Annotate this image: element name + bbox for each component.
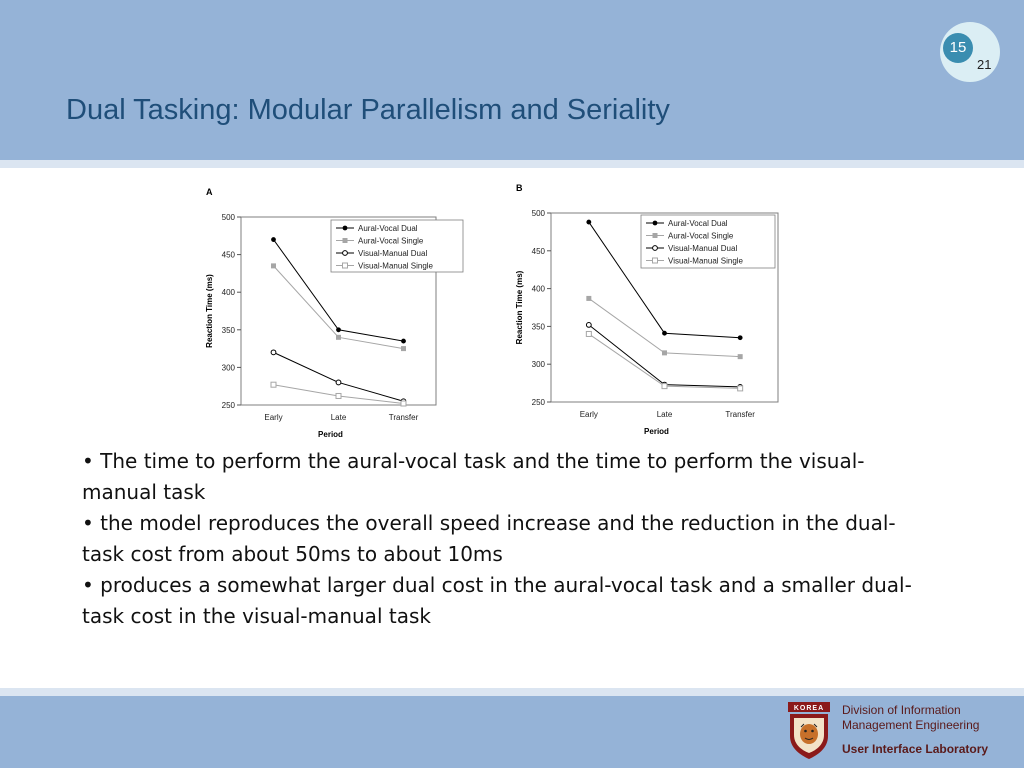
chart-a-ytick-label: 450 bbox=[221, 250, 235, 260]
total-pages: 21 bbox=[977, 57, 992, 72]
chart-b-data-point bbox=[738, 386, 743, 391]
chart-b-x-axis-title: Period bbox=[644, 427, 669, 436]
chart-b-series-line bbox=[589, 334, 740, 388]
chart-b-ytick-label: 250 bbox=[531, 398, 545, 407]
footer-text bbox=[842, 703, 988, 757]
chart-a-legend-marker bbox=[343, 238, 348, 243]
chart-a-data-point bbox=[336, 335, 341, 340]
chart-a-legend-label: Aural-Vocal Single bbox=[358, 236, 424, 246]
chart-b-legend-label: Aural-Vocal Dual bbox=[668, 219, 728, 228]
chart-a-ytick-label: 500 bbox=[221, 213, 235, 222]
lab-name: User Interface Laboratory bbox=[842, 742, 989, 756]
chart-b-data-point bbox=[662, 384, 667, 389]
chart-b-data-point bbox=[662, 350, 667, 355]
chart-a-legend-label: Aural-Vocal Dual bbox=[358, 224, 418, 233]
bullet-item-2: • the model reproduces the overall speed increase and the reduction in the dual-task cost from about 50ms to about 10ms bbox=[82, 511, 896, 566]
chart-a-legend-marker bbox=[343, 263, 348, 268]
chart-b-ytick-label: 450 bbox=[531, 246, 545, 256]
chart-b-data-point bbox=[738, 354, 743, 359]
division-line-2: Management Engineering bbox=[842, 718, 980, 732]
chart-b-xtick-label: Early bbox=[579, 410, 598, 419]
chart-b-xtick-label: Late bbox=[656, 410, 673, 419]
chart-a-ytick-label: 350 bbox=[221, 325, 235, 335]
chart-panel-b bbox=[510, 176, 782, 442]
chart-panel-a bbox=[200, 180, 472, 442]
chart-b-y-axis-title: Reaction Time (ms) bbox=[515, 270, 524, 345]
chart-a-data-point bbox=[401, 401, 406, 406]
slide-title: Dual Tasking: Modular Parallelism and Seriality bbox=[66, 94, 670, 126]
chart-a-panel-label: A bbox=[206, 187, 213, 197]
chart-a-ytick-label: 300 bbox=[221, 363, 235, 373]
chart-b-panel-label: B bbox=[516, 183, 523, 193]
chart-a-data-point bbox=[336, 380, 341, 385]
chart-a-data-point bbox=[271, 382, 276, 387]
chart-a-ytick-label: 250 bbox=[221, 401, 235, 410]
svg-text:KOREA: KOREA bbox=[793, 705, 825, 712]
chart-a-ytick-label: 400 bbox=[221, 288, 235, 298]
chart-b-legend-marker bbox=[653, 246, 658, 251]
chart-b-data-point bbox=[586, 296, 591, 301]
chart-b-legend-marker bbox=[653, 233, 658, 238]
chart-a-legend-label: Visual-Manual Single bbox=[358, 261, 434, 271]
chart-b-ytick-label: 400 bbox=[531, 284, 545, 294]
chart-a-data-point bbox=[336, 393, 341, 398]
chart-b-data-point bbox=[738, 335, 743, 340]
chart-b-data-point bbox=[586, 331, 591, 336]
current-page-badge: 15 bbox=[943, 33, 973, 63]
chart-b-ytick-label: 500 bbox=[531, 209, 545, 218]
chart-a-svg bbox=[200, 180, 472, 442]
chart-b-legend-label: Aural-Vocal Single bbox=[668, 231, 734, 241]
chart-b-svg bbox=[510, 176, 782, 442]
university-logo bbox=[788, 702, 830, 760]
chart-a-data-point bbox=[401, 339, 406, 344]
chart-a-xtick-label: Transfer bbox=[388, 413, 419, 422]
chart-a-xtick-label: Late bbox=[330, 413, 347, 422]
chart-a-legend-label: Visual-Manual Dual bbox=[358, 249, 428, 258]
chart-a-data-point bbox=[271, 237, 276, 242]
chart-a-data-point bbox=[401, 346, 406, 351]
chart-b-data-point bbox=[586, 322, 591, 327]
chart-b-ytick-label: 300 bbox=[531, 360, 545, 370]
chart-a-data-point bbox=[271, 350, 276, 355]
chart-b-legend-label: Visual-Manual Single bbox=[668, 256, 744, 266]
chart-b-ytick-label: 350 bbox=[531, 322, 545, 332]
header-band bbox=[0, 0, 1024, 160]
division-line-1: Division of Information bbox=[842, 703, 961, 717]
chart-b-series-line bbox=[589, 298, 740, 356]
chart-b-data-point bbox=[586, 220, 591, 225]
chart-a-x-axis-title: Period bbox=[318, 430, 343, 439]
chart-a-legend-marker bbox=[343, 226, 348, 231]
chart-b-data-point bbox=[662, 331, 667, 336]
header-divider bbox=[0, 160, 1024, 168]
chart-a-legend-marker bbox=[343, 251, 348, 256]
chart-a-data-point bbox=[336, 327, 341, 332]
chart-b-legend-marker bbox=[653, 258, 658, 263]
chart-a-y-axis-title: Reaction Time (ms) bbox=[205, 274, 214, 348]
chart-b-legend-label: Visual-Manual Dual bbox=[668, 244, 738, 253]
bullet-item-3: • produces a somewhat larger dual cost in the aural-vocal task and a smaller dual-task cost in the visual-manual task bbox=[82, 573, 912, 628]
bullet-item-1: • The time to perform the aural-vocal task and the time to perform the visual-manual task bbox=[82, 449, 865, 504]
footer-divider bbox=[0, 688, 1024, 696]
chart-a-xtick-label: Early bbox=[264, 413, 283, 422]
chart-b-xtick-label: Transfer bbox=[725, 410, 755, 419]
bullet-list bbox=[82, 446, 932, 632]
chart-a-data-point bbox=[271, 263, 276, 268]
chart-b-legend-marker bbox=[653, 221, 658, 226]
